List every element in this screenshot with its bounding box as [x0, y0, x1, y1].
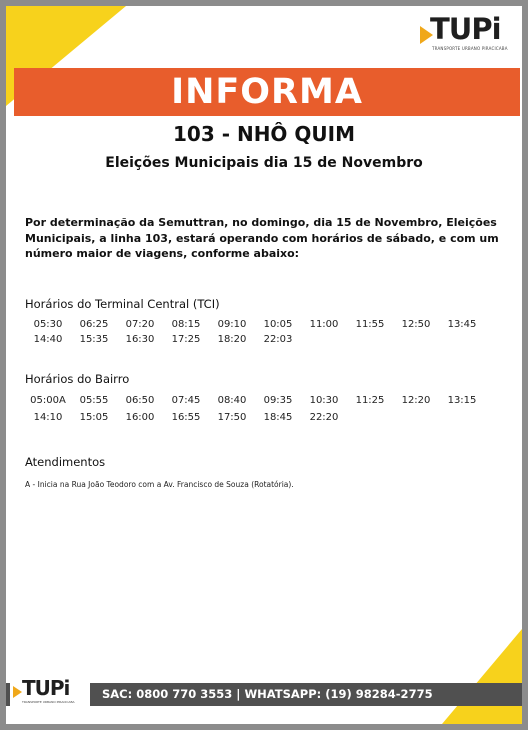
attendance-note: A - Inicia na Rua João Teodoro com a Av. Francisco de Souza (Rotatória).: [25, 480, 294, 489]
schedule-row: [6, 393, 522, 408]
line-title: 103 - NHÔ QUIM: [172, 122, 355, 146]
time-cell: 13:15: [447, 395, 477, 406]
time-cell: 11:25: [355, 395, 385, 406]
time-cell: 08:40: [217, 395, 247, 406]
time-cell: 06:25: [79, 319, 109, 330]
time-cell: 07:20: [125, 319, 155, 330]
time-cell: 05:30: [33, 319, 63, 330]
schedule-row: [6, 410, 522, 425]
time-cell: 17:50: [217, 412, 247, 423]
time-cell: 10:05: [263, 319, 293, 330]
time-cell: 16:30: [125, 334, 155, 345]
logo-tagline: TRANSPORTE URBANO PIRACICABA: [432, 46, 508, 51]
schedule-times-bairro: [6, 393, 522, 425]
time-cell: 18:45: [263, 412, 293, 423]
schedule-heading-terminal: Horários do Terminal Central (TCI): [25, 297, 220, 311]
footer-logo-text: TUPi: [22, 676, 70, 700]
time-cell: 16:00: [125, 412, 155, 423]
schedule-heading-bairro: Horários do Bairro: [25, 372, 130, 386]
time-cell: 08:15: [171, 319, 201, 330]
logo-text: TUPi: [430, 12, 501, 46]
attendance-heading: Atendimentos: [25, 455, 106, 469]
time-cell: 07:45: [171, 395, 201, 406]
schedule-row: [6, 332, 522, 347]
time-cell: 10:30: [309, 395, 339, 406]
intro-paragraph: Por determinação da Semuttran, no domingo, dia 15 de Novembro, Eleições Municipais, a linha 103, estará operando com horários de sábado, e com um número maior de viagens, conforme abaixo:: [25, 216, 499, 260]
time-cell: 18:20: [217, 334, 247, 345]
time-cell: 09:10: [217, 319, 247, 330]
time-cell: 14:40: [33, 334, 63, 345]
time-cell: 12:20: [401, 395, 431, 406]
time-cell: 15:35: [79, 334, 109, 345]
corner-decoration-bottom-right: [442, 629, 522, 724]
schedule-times-terminal: [6, 317, 522, 347]
time-cell: 06:50: [125, 395, 155, 406]
footer-contact-text: SAC: 0800 770 3553 | WHATSAPP: (19) 98284-2775: [102, 687, 433, 701]
time-cell: 12:50: [401, 319, 431, 330]
time-cell: 09:35: [263, 395, 293, 406]
time-cell: 22:20: [309, 412, 339, 423]
footer-logo-arrow-icon: [13, 686, 22, 698]
time-cell: 22:03: [263, 334, 293, 345]
footer-tupi-logo: [10, 676, 90, 710]
time-cell: 05:55: [79, 395, 109, 406]
time-cell: 15:05: [79, 412, 109, 423]
time-cell: 05:00A: [30, 395, 66, 406]
time-cell: 13:45: [447, 319, 477, 330]
time-cell: 11:55: [355, 319, 385, 330]
time-cell: 14:10: [33, 412, 63, 423]
time-cell: 17:25: [171, 334, 201, 345]
banner-label: INFORMA: [171, 72, 363, 112]
footer-logo-tagline: TRANSPORTE URBANO PIRACICABA: [22, 700, 75, 704]
tupi-logo: [420, 12, 512, 56]
informa-banner: [14, 68, 520, 116]
time-cell: 11:00: [309, 319, 339, 330]
time-cell: 16:55: [171, 412, 201, 423]
event-subtitle: Eleições Municipais dia 15 de Novembro: [105, 155, 423, 171]
flyer-page: [6, 6, 522, 724]
schedule-row: [6, 317, 522, 332]
